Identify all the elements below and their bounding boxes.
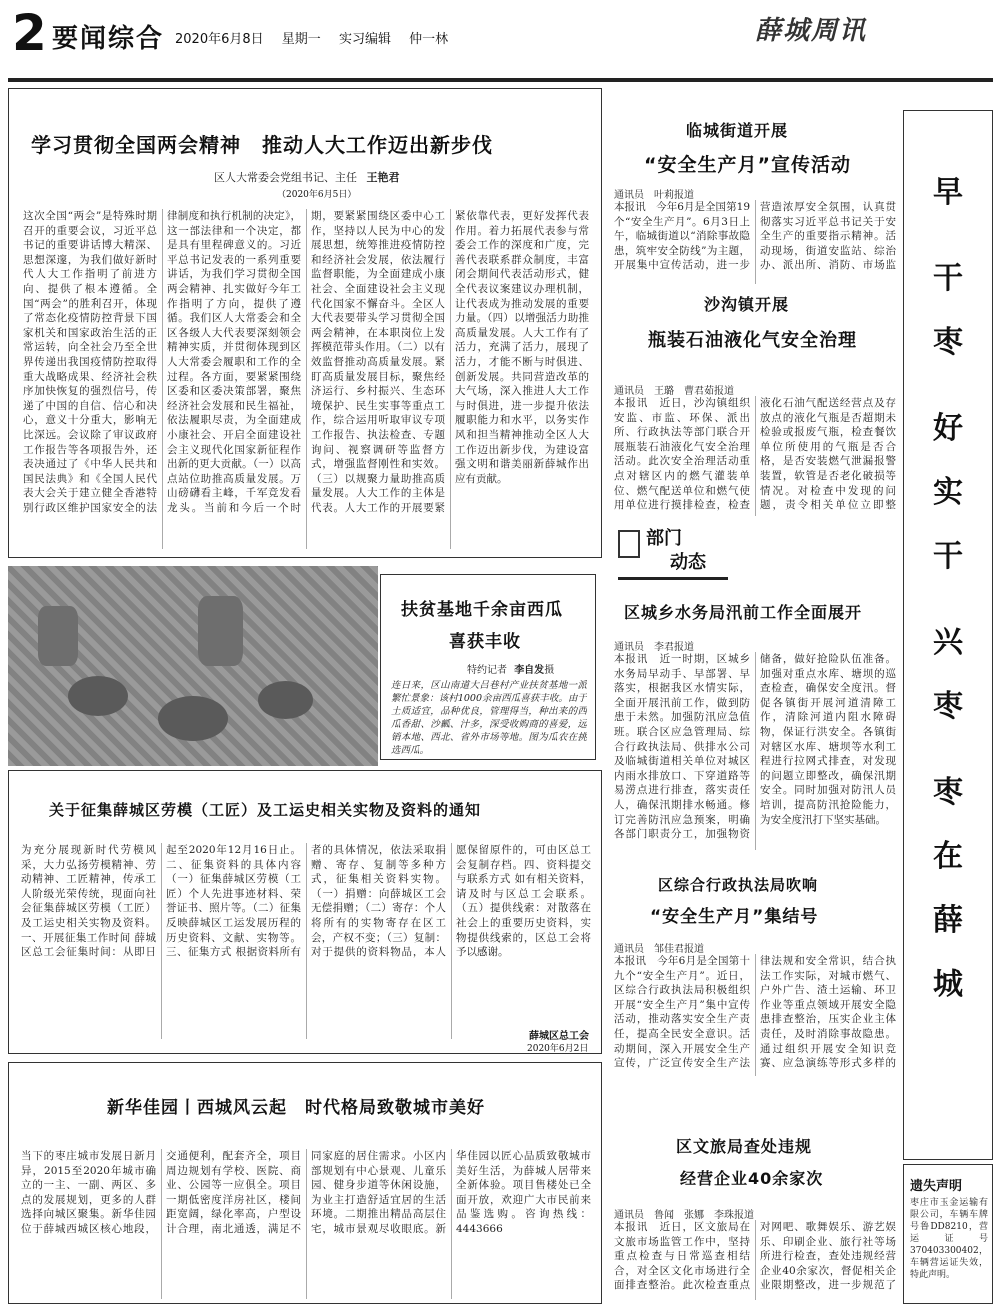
lincheng-body: 本报讯 今年6月是全国第19个“安全生产月”。6月3日上午，临城街道以“消除事故隐患，筑牢安全防线”为主题，开展集中宣传活动，进一步营造浓厚安全氛围，认真贯彻落实习近平总书记关于安全生产的重要指示精神。活动现场，街道安监站、综治办、派出所、消防、市场监 — [614, 201, 896, 272]
lead-byline — [214, 169, 400, 185]
zhifa-body: 本报讯 今年6月是全国第十九个“安全生产月”。近日，区综合行政执法局积极组织开展“安全生产月”集中宣传活动，推动落实安全生产责任，提高全民安全意识。活动期间，深入开展安全生产宣传，广泛宣传安全生产法律法规和安全常识，结合执法工作实际，对城市燃气、户外广告、渣土运输、环卫作业等重点领域开展安全隐患排查整治，压实企业主体责任，及时消除事故隐患。通过组织开展安全知识竞赛、应急演练等形式多样的 — [614, 955, 896, 1070]
banner-char: 在 — [933, 839, 963, 874]
wenlv-article — [604, 1134, 899, 1304]
issue-weekday: 星期一 — [281, 32, 321, 47]
watermelon-caption: 连日来，区山南道大吕巷村产业扶贫基地一派繁忙景象：该村1000余亩西瓜喜获丰收。由于土质适宜，品种优良，管理得当，种出来的西瓜香甜、沙瓤、汁多，深受收购商的喜爱，远销本地、西北、省外市场等地。图为瓜农在挑选西瓜。 — [391, 680, 587, 755]
shagou-title-1: 沙沟镇开展 — [704, 295, 790, 314]
watermelon-title-2: 喜获丰收 — [449, 632, 521, 652]
lost-notice — [903, 1164, 993, 1304]
notice-signature: 薛城区总工会 — [529, 1031, 589, 1042]
header-rule — [8, 78, 993, 82]
zhifa-article — [604, 860, 899, 1080]
watermelon-article — [380, 574, 596, 760]
banner-char: 城 — [933, 967, 963, 1002]
lead-body: 这次全国“两会”是特殊时期召开的重要会议，习近平总书记的重要讲话博大精深、思想深邃，为我们做好新时代人大工作指明了前进方向、提供了根本遵循。全国“两会”的胜利召开，体现了常态化疫情防控背景下国家机关和国家政治生活的正常运转，向全社会乃至全世界传递出我国疫情防控取得重大战略成果、经济社会秩序加快恢复的强烈信号，传递了中国的自信、信心和决心，意义十分重大，影响无比深远。会议除了审议政府工作报告等各项报告外，还表决通过了《中华人民共和国民法典》和《全国人民代表大会关于建立健全香港特别行政区维护国家安全的法律制度和执行机制的决定》，这一部法律和一个决定，都是具有里程碑意义的。习近平总书记发表的一系列重要讲话，为我们学习贯彻全国两会精神、扎实做好今年工作指明了方向，提供了遵循。我们区人大常委会和全区各级人大代表要深刻领会精神实质，并贯彻体现到区人大常委会履职和工作的全过程。各方面，要紧紧围绕区委和区委决策部署，聚焦经济社会发展和民生福祉，依法履职尽责，为全面建成小康社会、开启全面建设社会主义现代化国家新征程作出新的更大贡献。（一）以高点站位助推高质量发展。万山磅礴看主峰，千军竞发看龙头。当前和今后一个时期，要紧紧围绕区委中心工作，坚持以人民为中心的发展思想，统筹推进疫情防控和经济社会发展，依法履行监督职能，为全面建成小康社会、全面建设社会主义现代化国家不懈奋斗。全区人大代表要带头学习贯彻全国两会精神，在本职岗位上发挥模范带头作用。（二）以有效监督推动高质量发展。紧盯高质量发展目标，聚焦经济运行、乡村振兴、生态环境保护、民生实事等重点工作，综合运用听取审议专项工作报告、执法检查、专题询问、视察调研等监督方式，增强监督刚性和实效。（三）以规聚力量助推高质量发展。人大工作的主体是代表。人大工作的开展要紧紧依靠代表，更好发挥代表作用。着力拓展代表参与常委会工作的深度和广度，完善代表联系群众制度，丰富闭会期间代表活动形式，健全代表议案建议办理机制，让代表成为推动发展的重要力量。（四）以增强活力助推高质量发展。人大工作有了活力，充满了活力，展现了活力，才能不断与时俱进、创新发展。共同营造改革的大气场，深入推进人大工作与时俱进，进一步提升依法履职能力和水平，以务实作风和担当精神推动全区人大工作迈出新步伐，为建设富强文明和谐美丽新薛城作出应有贡献。 — [23, 210, 589, 514]
banner-char: 好 — [933, 411, 963, 446]
zhifa-title-1: 区综合行政执法局吹响 — [658, 876, 819, 894]
dept-tag-line2: 动态 — [670, 552, 706, 573]
shagou-title-2: 瓶装石油液化气安全治理 — [648, 330, 857, 351]
notice-article — [8, 770, 602, 1054]
wenlv-byline: 通讯员 鲁闻 张娜 李珠报道 — [614, 1210, 754, 1221]
notice-title: 关于征集薛城区劳模（工匠）及工运史相关实物及资料的通知 — [49, 801, 482, 819]
lead-article — [8, 88, 602, 558]
banner-char: 薛 — [933, 903, 963, 938]
banner-char: 实 — [933, 475, 963, 510]
lincheng-byline: 通讯员 叶莉报道 — [614, 190, 694, 201]
lincheng-title-1: 临城街道开展 — [686, 121, 789, 140]
page-number: 2 — [12, 4, 47, 62]
xinhua-body: 当下的枣庄城市发展日新月异，2015至2020年城市确立的一主、一副、两区、多点的发展规划，更多的人群选择向城区聚集。新华佳园位于薛城西城区核心地段，交通便利，配套齐全，项目周边规划有学校、医院、商业、公园等一应俱全。项目一期低密度洋房社区，楼间距宽阔，绿化率高，户型设计合理，南北通透，满足不同家庭的居住需求。小区内部规划有中心景观、儿童乐园、健身步道等休闲设施，为业主打造舒适宜居的生活环境。二期推出精品高层住宅，城市景观尽收眼底。新华佳园以匠心品质致敬城市美好生活，为薛城人居带来全新体验。项目售楼处已全面开放，欢迎广大市民前来品鉴选购。咨询热线：4443666 — [21, 1150, 591, 1235]
banner-char: 早 — [933, 175, 963, 210]
vertical-banner — [903, 110, 993, 1160]
lincheng-article — [604, 88, 899, 288]
xinhua-article — [8, 1062, 602, 1304]
shagou-article — [604, 290, 899, 530]
lead-author: 王艳君 — [366, 171, 400, 184]
notice-body: 为充分展现新时代劳模风采，大力弘扬劳模精神、劳动精神、工匠精神，传承工人阶级光荣传统，现面向社会征集薛城区劳模（工匠）及工运史相关实物及资料。一、开展征集工作时间 薛城区总工会征集时间：从即日起至2020年12月16日止。二、征集资料的具体内容 （一）征集薛城区劳模（工匠）个人先进事迹材料、荣誉证书、照片等。（二）征集反映薛城区工运发展历程的历史资料、文献、实物等。三、征集方式 根据资料所有者的具体情况，依法采取捐赠、寄存、复制等多种方式，征集相关资料实物。（一）捐赠：向薛城区工会无偿捐赠；（二）寄存：个人将所有的实物寄存在区工会，产权不变；（三）复制：对于提供的资料物品，本人愿保留原件的，可由区总工会复制存档。四、资料提交与联系方式 如有相关资料，请及时与区总工会联系。（五）提供线索：对散落在社会上的重要历史资料，实物提供线索的，区总工会将予以感谢。 — [21, 844, 591, 959]
shuiwu-title: 区城乡水务局汛前工作全面展开 — [624, 603, 863, 622]
banner-char: 兴 — [933, 625, 963, 660]
lead-headline: 学习贯彻全国两会精神 推动人大工作迈出新步伐 — [31, 133, 493, 157]
wenlv-title-1: 区文旅局查处违规 — [676, 1137, 813, 1156]
lost-notice-title: 遗失声明 — [910, 1179, 963, 1194]
banner-char: 枣 — [933, 775, 963, 810]
lincheng-title-2: “安全生产月”宣传活动 — [644, 154, 851, 176]
banner-char: 枣 — [933, 325, 963, 360]
issue-date: 2020年6月8日 — [175, 32, 264, 47]
zhifa-title-2: “安全生产月”集结号 — [650, 907, 819, 927]
banner-char: 干 — [933, 539, 963, 574]
editor-label: 实习编辑 — [338, 32, 391, 47]
shagou-byline: 通讯员 王璐 曹君茹报道 — [614, 386, 734, 397]
watermelon-byline: 特约记者 李自发摄 — [467, 665, 555, 676]
shuiwu-body: 本报讯 近一时期，区城乡水务局早动手、早部署、早落实，根据我区水情实际，全面开展汛前工作，做到防患于未然。加强防汛应急值班。联合区应急管理局、综合行政执法局、供排水公司及临城街道相关单位对城区内雨水排放口、下穿道路等易涝点进行排查，落实责任人，确保汛期排水畅通。修订完善防汛应急预案，明确各部门职责分工，加强物资储备，做好抢险队伍准备。加强对重点水库、塘坝的巡查检查，确保安全度汛。督促各镇街开展河道清障工作，清除河道内阻水障碍物，保证行洪安全。各镇街对辖区水库、塘坝等水利工程进行拉网式排查，对发现的问题立即整改，确保汛期安全。同时加强对防汛人员培训，提高防汛抢险能力，为安全度汛打下坚实基础。 — [614, 653, 896, 841]
banner-char: 干 — [933, 261, 963, 296]
dept-tag-line1: 部门 — [646, 528, 682, 549]
banner-char: 枣 — [933, 689, 963, 724]
header-meta — [175, 28, 462, 47]
zhifa-byline: 通讯员 邹佳君报道 — [614, 944, 704, 955]
wenlv-title-2: 经营企业40余家次 — [680, 1169, 824, 1188]
lost-notice-body: 枣庄市玉金运输有限公司，车辆车牌号鲁DD8210，营运证号370403300402，车辆营运证失效，特此声明。 — [910, 1198, 988, 1280]
dept-tag — [618, 520, 728, 580]
section-title: 要闻综合 — [52, 24, 165, 54]
watermelon-photo — [8, 566, 378, 766]
notice-signature-date: 2020年6月2日 — [527, 1044, 589, 1054]
masthead-logo: 薛城周讯 — [755, 16, 868, 46]
building-icon — [618, 530, 640, 558]
wenlv-body: 本报讯 近日，区文旅局在文旅市场监管工作中，坚持重点检查与日常巡查相结合，对全区文化市场进行全面排查整治。此次检查重点对网吧、歌舞娱乐、游艺娱乐、印刷企业、旅行社等场所进行检查，查处违规经营企业40余家次，督促相关企业限期整改，进一步规范了 — [614, 1221, 896, 1292]
xinhua-title: 新华佳园丨西城风云起 时代格局致敬城市美好 — [107, 1098, 485, 1118]
shuiwu-article — [604, 592, 899, 854]
editor-name: 仲一林 — [409, 32, 449, 47]
shagou-body: 本报讯 近日，沙沟镇组织安监、市监、环保、派出所、行政执法等部门联合开展瓶装石油液化气安全治理活动。此次安全治理活动重点对辖区内的燃气灌装单位、燃气配送单位和燃气使用单位进行摸排检查，检查液化石油气配送经营点及存放点的液化气瓶是否超期未检验或报废气瓶，检查餐饮单位所使用的气瓶是否合格，是否安装燃气泄漏报警装置，软管是否老化破损等情况。对检查中发现的问题，责令相关单位立即整 — [614, 397, 896, 512]
watermelon-title-1: 扶贫基地千余亩西瓜 — [401, 600, 563, 620]
shuiwu-byline: 通讯员 李君报道 — [614, 642, 694, 653]
lead-author-role: 区人大常委会党组书记、主任 — [214, 171, 357, 184]
lead-date-note: （2020年6月5日） — [277, 190, 357, 200]
